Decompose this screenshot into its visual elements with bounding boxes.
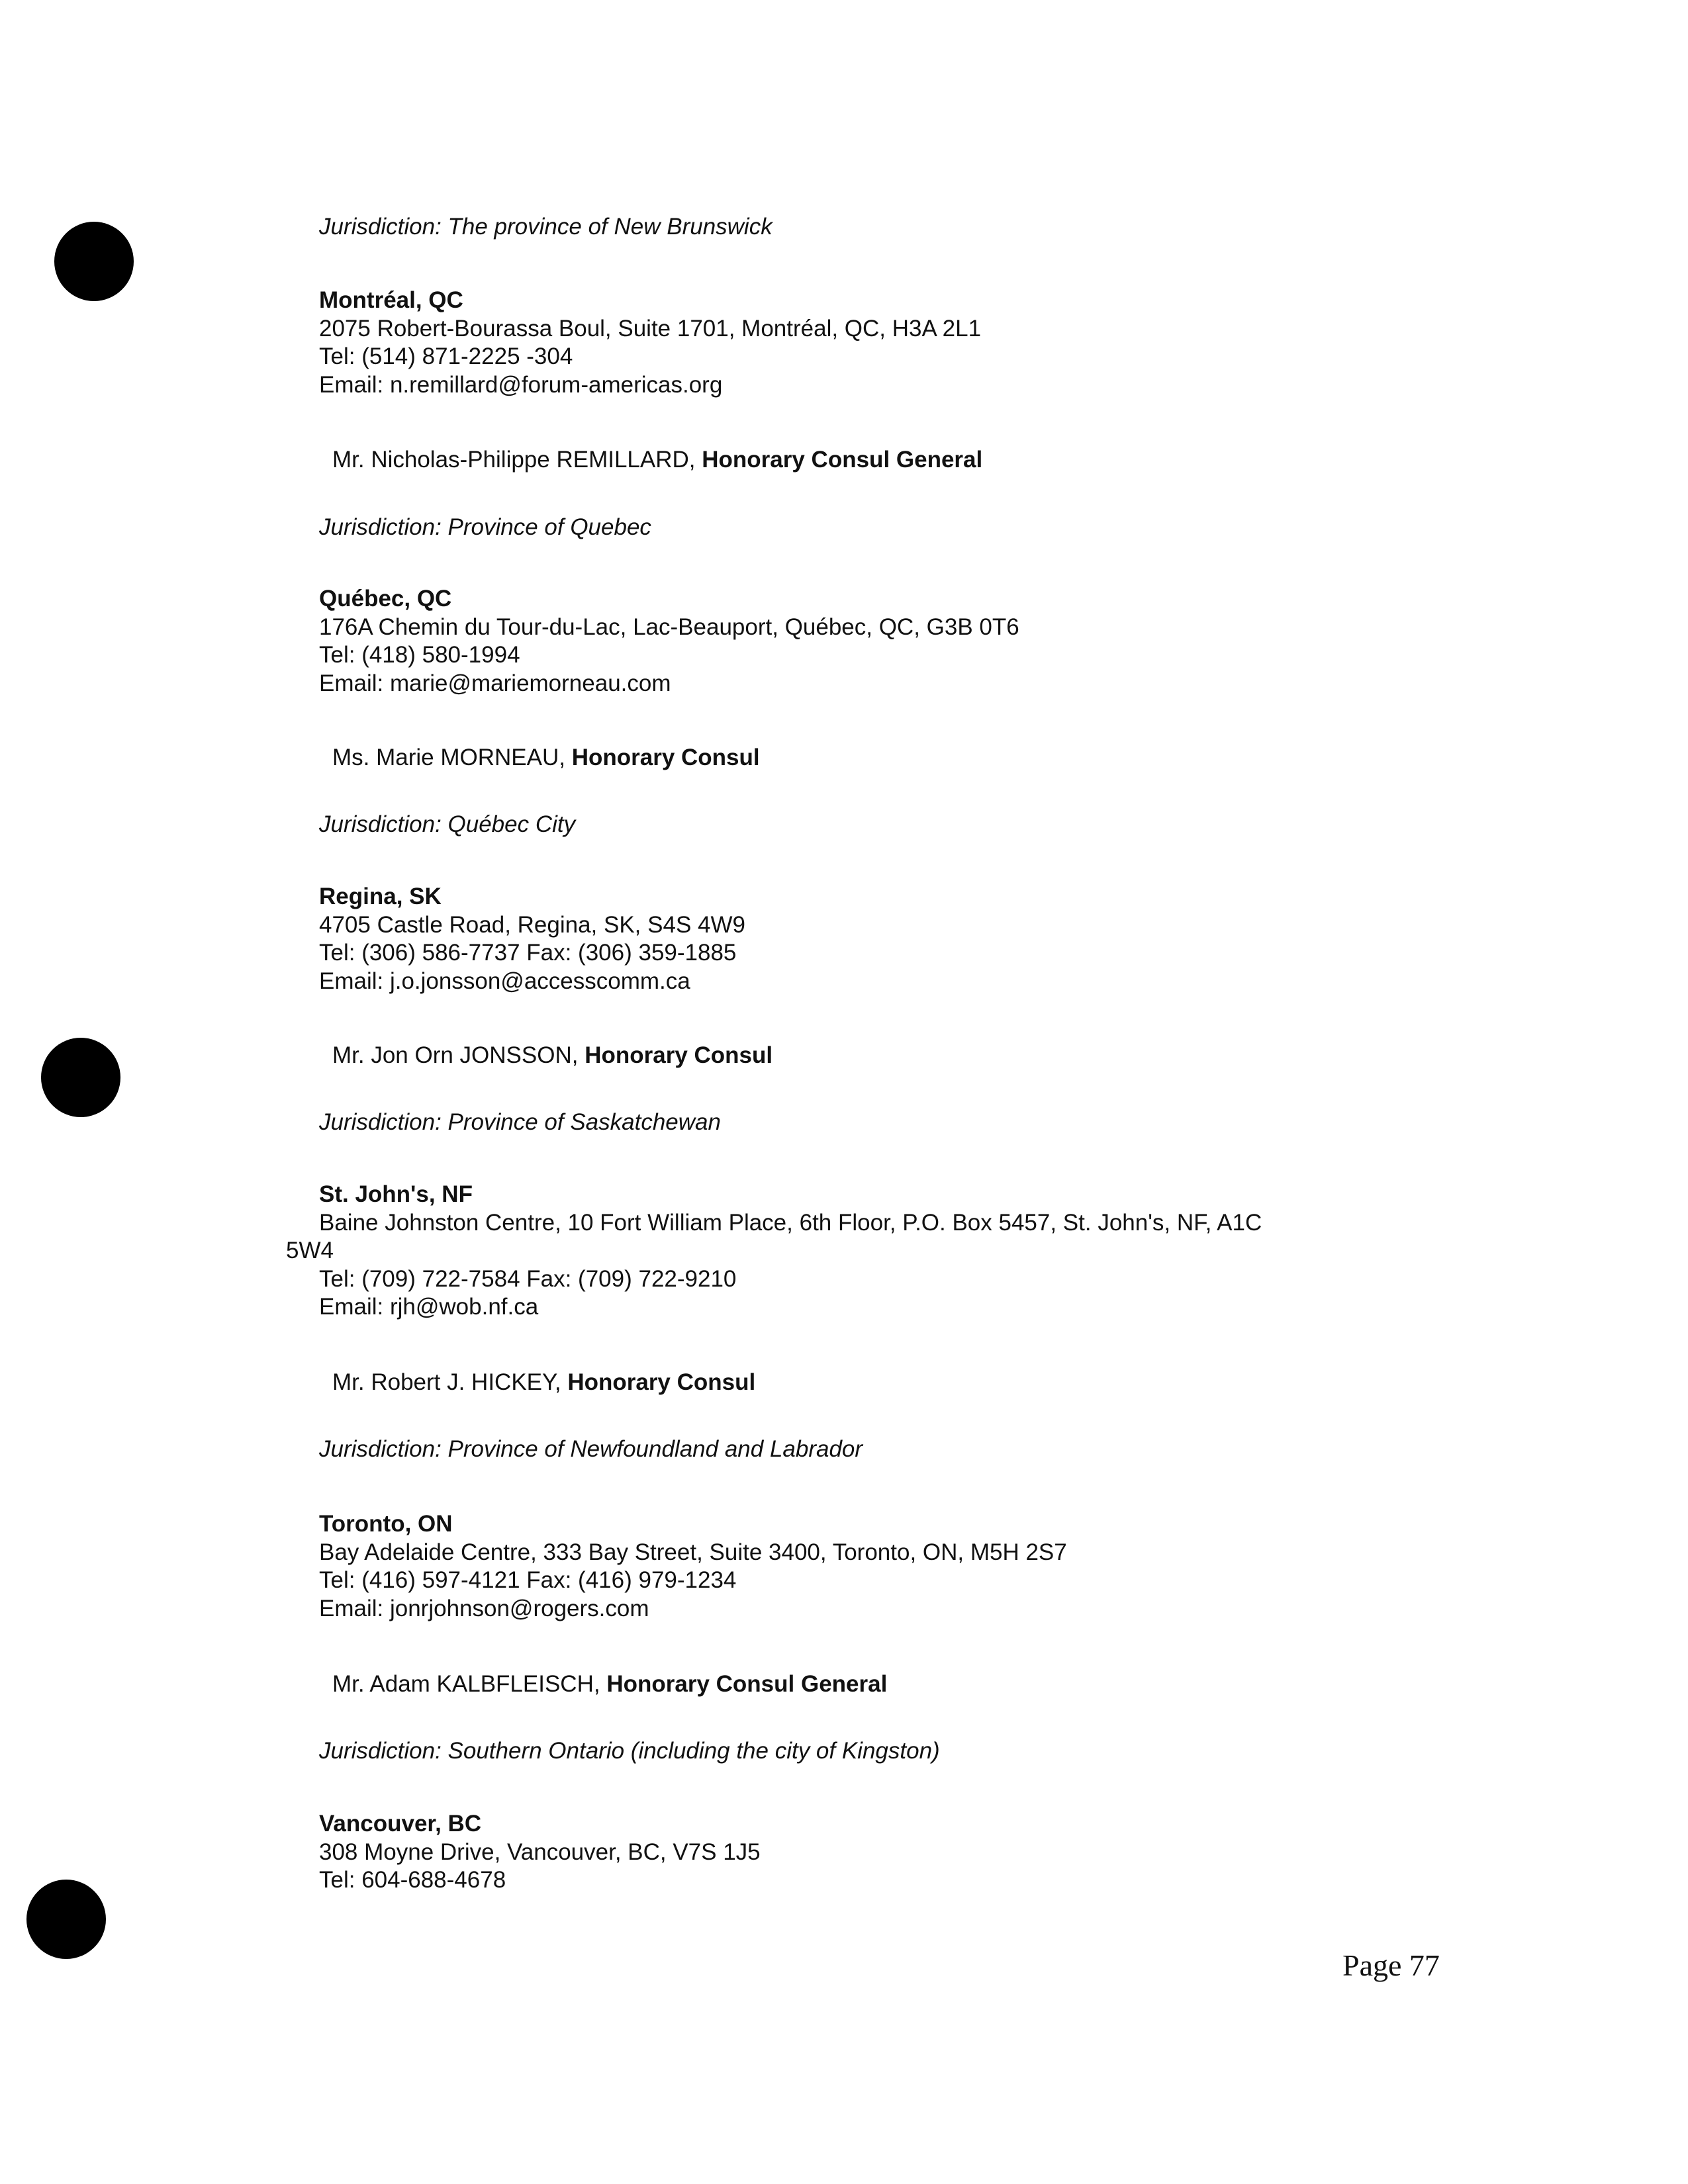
jurisdiction-line: Jurisdiction: Province of Saskatchewan: [319, 1109, 721, 1135]
city-heading: Québec, QC: [319, 586, 452, 612]
email-line: Email: j.o.jonsson@accesscomm.ca: [319, 968, 690, 994]
tel-line: Tel: (514) 871-2225 -304: [319, 343, 573, 369]
binder-hole-middle: [41, 1038, 120, 1117]
consul-title: Honorary Consul: [571, 745, 760, 770]
email-line: Email: marie@mariemorneau.com: [319, 670, 671, 696]
tel-line: Tel: (418) 580-1994: [319, 642, 520, 668]
consul-line: [332, 744, 760, 772]
tel-line: Tel: (416) 597-4121 Fax: (416) 979-1234: [319, 1567, 737, 1593]
page-number: Page 77: [1342, 1948, 1440, 1982]
consul-name: Ms. Marie MORNEAU,: [332, 745, 565, 770]
tel-line: Tel: (709) 722-7584 Fax: (709) 722-9210: [319, 1266, 737, 1292]
jurisdiction-line: Jurisdiction: Province of Newfoundland and Labrador: [319, 1436, 863, 1462]
jurisdiction-line: Jurisdiction: Southern Ontario (including the city of Kingston): [319, 1738, 940, 1764]
consul-title: Honorary Consul: [585, 1042, 773, 1068]
consul-title: Honorary Consul General: [702, 447, 983, 473]
city-heading: Toronto, ON: [319, 1511, 453, 1537]
city-heading: Vancouver, BC: [319, 1811, 482, 1837]
address-line: 2075 Robert-Bourassa Boul, Suite 1701, Montréal, QC, H3A 2L1: [319, 316, 982, 341]
address-line: Baine Johnston Centre, 10 Fort William Place, 6th Floor, P.O. Box 5457, St. John's, NF, A1C: [319, 1210, 1262, 1236]
city-heading: Regina, SK: [319, 884, 442, 909]
consul-title: Honorary Consul: [567, 1369, 756, 1395]
email-line: Email: n.remillard@forum-americas.org: [319, 372, 723, 398]
city-heading: Montréal, QC: [319, 287, 463, 313]
binder-hole-top: [54, 222, 134, 301]
city-heading: St. John's, NF: [319, 1181, 473, 1207]
consul-title: Honorary Consul General: [606, 1671, 888, 1697]
consul-line: [332, 1042, 773, 1069]
consul-line: [332, 446, 982, 474]
email-line: Email: jonrjohnson@rogers.com: [319, 1596, 649, 1621]
consul-name: Mr. Adam KALBFLEISCH,: [332, 1671, 600, 1697]
jurisdiction-line: Jurisdiction: Québec City: [319, 811, 576, 837]
binder-hole-bottom: [26, 1880, 106, 1959]
consul-line: [332, 1369, 755, 1396]
jurisdiction-new-brunswick: Jurisdiction: The province of New Brunswick: [319, 214, 773, 240]
email-line: Email: rjh@wob.nf.ca: [319, 1294, 539, 1320]
jurisdiction-line: Jurisdiction: Province of Quebec: [319, 514, 651, 540]
address-line-continued: 5W4: [286, 1238, 334, 1263]
consul-name: Mr. Robert J. HICKEY,: [332, 1369, 561, 1395]
address-line: 308 Moyne Drive, Vancouver, BC, V7S 1J5: [319, 1839, 761, 1865]
address-line: 4705 Castle Road, Regina, SK, S4S 4W9: [319, 912, 745, 938]
consul-line: [332, 1670, 887, 1698]
address-line: 176A Chemin du Tour-du-Lac, Lac-Beauport, Québec, QC, G3B 0T6: [319, 614, 1019, 640]
consul-name: Mr. Nicholas-Philippe REMILLARD,: [332, 447, 696, 473]
address-line: Bay Adelaide Centre, 333 Bay Street, Suite 3400, Toronto, ON, M5H 2S7: [319, 1539, 1067, 1565]
tel-line: Tel: (306) 586-7737 Fax: (306) 359-1885: [319, 940, 737, 966]
tel-line: Tel: 604-688-4678: [319, 1867, 506, 1893]
consul-name: Mr. Jon Orn JONSSON,: [332, 1042, 579, 1068]
